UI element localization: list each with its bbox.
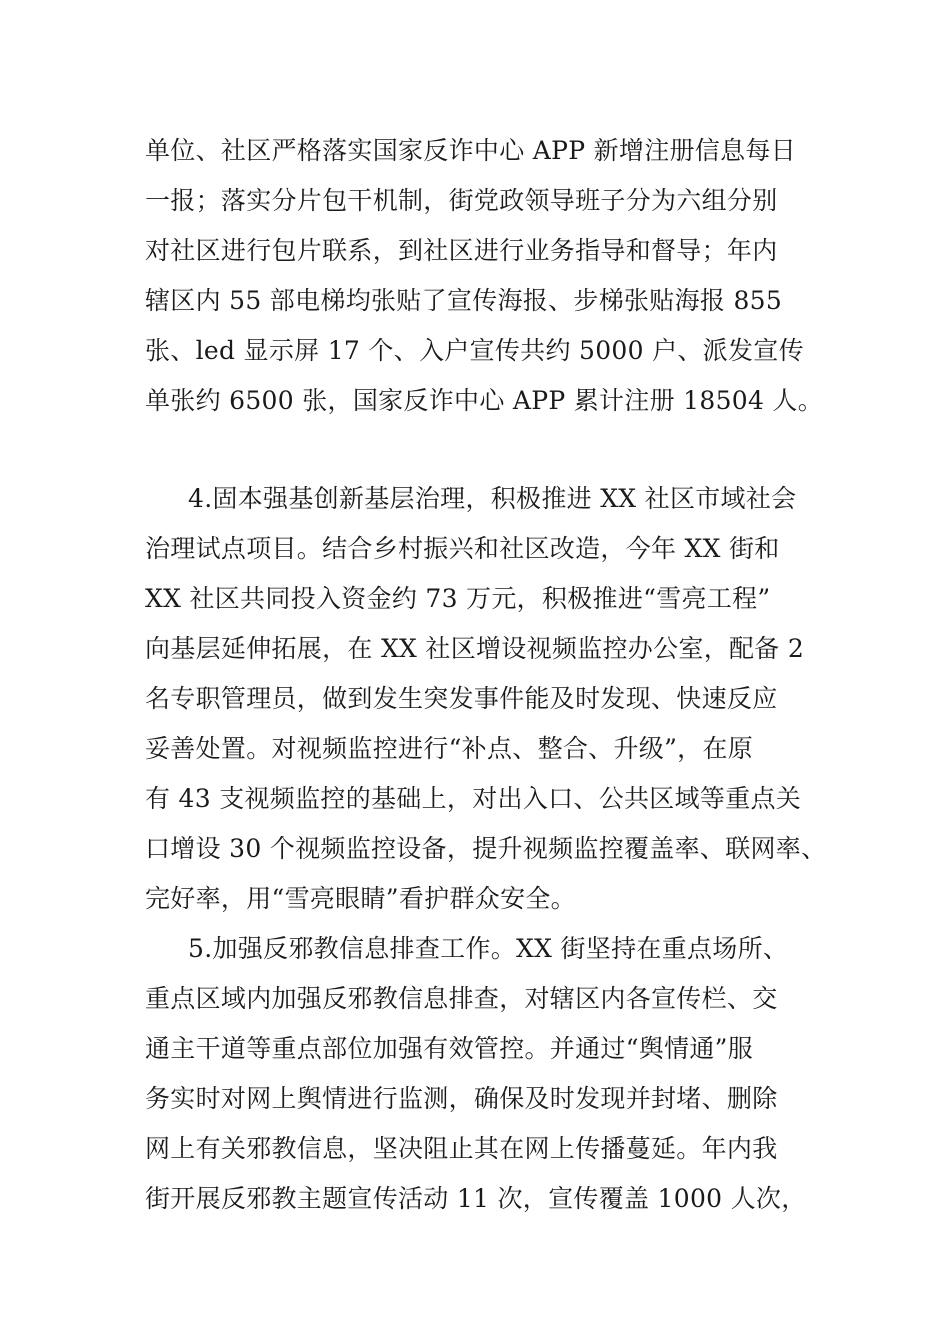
paragraph-3-line-1: 5.加强反邪教信息排查工作。XX 街坚持在重点场所、: [188, 934, 789, 963]
paragraph-2-line-1: 4.固本强基创新基层治理，积极推进 XX 社区市域社会: [188, 484, 797, 513]
paragraph-2-line-2: 治理试点项目。结合乡村振兴和社区改造，今年 XX 街和: [145, 534, 780, 563]
paragraph-2-line-8: 口增设 30 个视频监控设备，提升视频监控覆盖率、联网率、: [145, 834, 827, 863]
paragraph-1-line-2: 一报；落实分片包干机制，街党政领导班子分为六组分别: [145, 186, 778, 215]
paragraph-3-line-4: 务实时对网上舆情进行监测，确保及时发现并封堵、删除: [145, 1084, 778, 1113]
paragraph-3-line-3: 通主干道等重点部位加强有效管控。并通过“舆情通”服: [145, 1034, 754, 1063]
paragraph-3-line-6: 街开展反邪教主题宣传活动 11 次，宣传覆盖 1000 人次，: [145, 1184, 807, 1213]
paragraph-2-line-3: XX 社区共同投入资金约 73 万元，积极推进“雪亮工程”: [145, 584, 771, 613]
paragraph-3-line-5: 网上有关邪教信息，坚决阻止其在网上传播蔓延。年内我: [145, 1134, 778, 1163]
paragraph-1-line-4: 辖区内 55 部电梯均张贴了宣传海报、步梯张贴海报 855: [145, 286, 783, 315]
paragraph-1-line-5: 张、led 显示屏 17 个、入户宣传共约 5000 户、派发宣传: [145, 336, 804, 365]
paragraph-2-line-6: 妥善处置。对视频监控进行“补点、整合、升级”，在原: [145, 734, 754, 763]
paragraph-2-line-4: 向基层延伸拓展，在 XX 社区增设视频监控办公室，配备 2: [145, 634, 805, 663]
paragraph-2-line-5: 名专职管理员，做到发生突发事件能及时发现、快速反应: [145, 684, 778, 713]
paragraph-3-line-2: 重点区域内加强反邪教信息排查，对辖区内各宣传栏、交: [145, 984, 778, 1013]
paragraph-1-line-1: 单位、社区严格落实国家反诈中心 APP 新增注册信息每日: [145, 136, 796, 165]
paragraph-2-line-7: 有 43 支视频监控的基础上，对出入口、公共区域等重点关: [145, 784, 802, 813]
paragraph-1-line-3: 对社区进行包片联系，到社区进行业务指导和督导；年内: [145, 236, 778, 265]
paragraph-1-line-6: 单张约 6500 张，国家反诈中心 APP 累计注册 18504 人。: [145, 386, 824, 415]
paragraph-2-line-9: 完好率，用“雪亮眼睛”看护群众安全。: [145, 884, 576, 913]
